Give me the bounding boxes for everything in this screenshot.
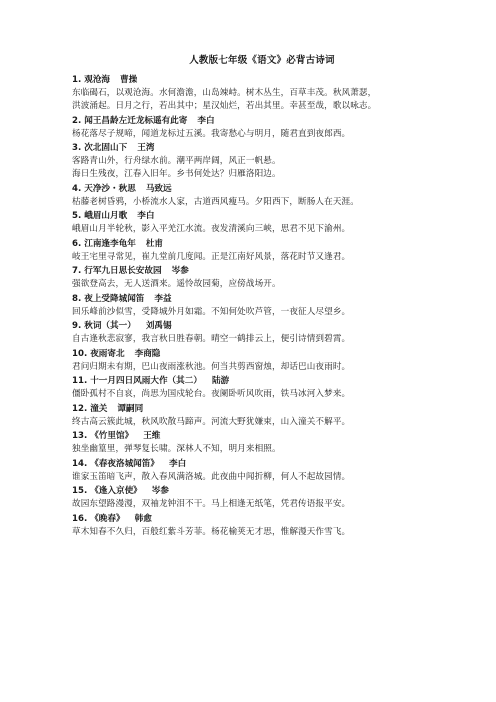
document-title: 人教版七年级《语文》必背古诗词 bbox=[189, 55, 335, 66]
poem-title: 2. 闻王昌龄左迁龙标遥有此寄 bbox=[72, 115, 188, 126]
poem-text-line: 强欲登高去，无人送酒来。遥怜故园菊，应傍战场开。 bbox=[72, 279, 281, 289]
poem-author: 李商隐 bbox=[134, 348, 161, 359]
poem-item bbox=[72, 375, 452, 401]
poem-title: 7. 行军九日思长安故园 bbox=[72, 266, 162, 276]
poem-item bbox=[72, 183, 452, 209]
poem-item bbox=[72, 513, 452, 539]
poem-author: 李白 bbox=[197, 115, 215, 126]
poem-author: 岑参 bbox=[151, 486, 169, 496]
poem-heading bbox=[72, 293, 452, 306]
poem-heading bbox=[72, 458, 452, 471]
poem-title: 5. 峨眉山月歌 bbox=[72, 211, 128, 221]
poem-title: 9. 秋词（其一） bbox=[72, 321, 136, 331]
poem-heading bbox=[72, 183, 452, 196]
poem-item bbox=[72, 265, 452, 291]
poem-heading bbox=[72, 403, 452, 416]
poem-item bbox=[72, 115, 452, 141]
poem-title: 13. 《竹里馆》 bbox=[72, 431, 134, 441]
poem-title: 12. 潼关 bbox=[72, 403, 108, 414]
poem-text-line: 谁家玉笛暗飞声，散入春风满洛城。此夜曲中闻折柳，何人不起故园情。 bbox=[72, 471, 351, 482]
poem-title: 4. 天净沙・秋思 bbox=[72, 183, 136, 194]
poem-author: 马致远 bbox=[145, 183, 172, 194]
poem-heading bbox=[72, 513, 452, 526]
poem-heading bbox=[72, 142, 452, 155]
poem-heading bbox=[72, 265, 452, 278]
poem-item bbox=[72, 458, 452, 484]
poem-heading bbox=[72, 430, 452, 443]
poem-item bbox=[72, 320, 452, 346]
poem-text-line: 僵卧孤村不自哀，尚思为国戍轮台。夜阑卧听风吹雨，铁马冰河入梦来。 bbox=[72, 389, 351, 399]
document-page bbox=[72, 54, 452, 539]
poem-author: 李白 bbox=[137, 211, 155, 221]
poem-author: 谭嗣同 bbox=[117, 403, 144, 414]
poem-text-line: 岐王宅里寻常见，崔九堂前几度闻。正是江南好风景，落花时节又逢君。 bbox=[72, 251, 351, 262]
poem-author: 韩愈 bbox=[134, 513, 152, 524]
poem-title: 16. 《晚春》 bbox=[72, 513, 125, 524]
poem-item bbox=[72, 74, 452, 113]
poem-item bbox=[72, 430, 452, 456]
poem-text-line: 自古逢秋悲寂寥，我言秋日胜春朝。晴空一鹤排云上，便引诗情到碧霄。 bbox=[72, 334, 351, 344]
poem-text-line: 峨眉山月半轮秋，影入平羌江水流。夜发清溪向三峡，思君不见下渝州。 bbox=[72, 224, 351, 234]
poem-text-line: 杨花落尽子规啼，闻道龙标过五溪。我寄愁心与明月，随君直到夜郎西。 bbox=[72, 128, 351, 139]
poem-text-line: 洪波涌起。日月之行，若出其中；星汉灿烂，若出其里。幸甚至哉，歌以咏志。 bbox=[72, 101, 377, 111]
poem-item bbox=[72, 142, 452, 181]
poem-author: 曹操 bbox=[120, 75, 138, 85]
poem-heading bbox=[72, 115, 452, 128]
poem-author: 李益 bbox=[154, 293, 172, 304]
poem-title: 8. 夜上受降城闻笛 bbox=[72, 293, 145, 304]
poem-text-line: 独坐幽篁里，弹琴复长啸。深林人不知，明月来相照。 bbox=[72, 444, 281, 454]
poem-title: 14. 《春夜洛城闻笛》 bbox=[72, 458, 159, 469]
poem-author: 王维 bbox=[143, 431, 161, 441]
poem-item bbox=[72, 485, 452, 511]
poem-author: 刘禹锡 bbox=[145, 321, 172, 331]
poem-heading bbox=[72, 74, 452, 87]
poem-author: 李白 bbox=[168, 458, 187, 469]
poem-author: 陆游 bbox=[211, 376, 230, 386]
poem-text-line: 故园东望路漫漫，双袖龙钟泪不干。马上相逢无纸笔，凭君传语报平安。 bbox=[72, 499, 351, 509]
poem-heading bbox=[72, 375, 452, 388]
poem-title: 6. 江南逢李龟年 bbox=[72, 238, 136, 249]
poem-title: 15. 《逢入京使》 bbox=[72, 486, 142, 496]
poem-text-line: 君问归期未有期，巴山夜雨涨秋池。何当共剪西窗烛，却话巴山夜雨时。 bbox=[72, 361, 351, 372]
poem-text-line: 回乐峰前沙似雪，受降城外月如霜。不知何处吹芦管，一夜征人尽望乡。 bbox=[72, 306, 351, 317]
poem-text-line: 客路青山外，行舟绿水前。潮平两岸阔，风正一帆悬。 bbox=[72, 156, 281, 166]
poem-author: 王湾 bbox=[137, 143, 155, 153]
poem-text-line: 枯藤老树昏鸦，小桥流水人家，古道西风瘦马。夕阳西下，断肠人在天涯。 bbox=[72, 196, 359, 207]
poem-item bbox=[72, 293, 452, 319]
poem-item bbox=[72, 348, 452, 374]
poem-text-line: 终古高云簇此城，秋风吹散马蹄声。河流大野犹嫌束，山入潼关不解平。 bbox=[72, 416, 351, 427]
poem-text-line: 草木知春不久归，百般红紫斗芳菲。杨花榆荚无才思，惟解漫天作雪飞。 bbox=[72, 526, 351, 537]
poem-author: 杜甫 bbox=[145, 238, 164, 249]
poem-text-line: 东临碣石，以观沧海。水何澹澹，山岛竦峙。树木丛生，百草丰茂。秋风萧瑟， bbox=[72, 88, 377, 98]
poem-list bbox=[72, 74, 452, 539]
poem-heading bbox=[72, 210, 452, 223]
poem-item bbox=[72, 403, 452, 429]
poem-item bbox=[72, 210, 452, 236]
poem-title: 1. 观沧海 bbox=[72, 75, 111, 85]
poem-title: 11. 十一月四日风雨大作（其二） bbox=[72, 376, 202, 386]
poem-heading bbox=[72, 238, 452, 251]
poem-author: 岑参 bbox=[171, 266, 189, 276]
poem-title: 3. 次北固山下 bbox=[72, 143, 128, 153]
poem-title: 10. 夜雨寄北 bbox=[72, 348, 125, 359]
poem-text-line: 海日生残夜，江春入旧年。乡书何处达？归雁洛阳边。 bbox=[72, 169, 281, 179]
poem-heading bbox=[72, 348, 452, 361]
poem-item bbox=[72, 238, 452, 264]
poem-heading bbox=[72, 320, 452, 333]
poem-heading bbox=[72, 485, 452, 498]
